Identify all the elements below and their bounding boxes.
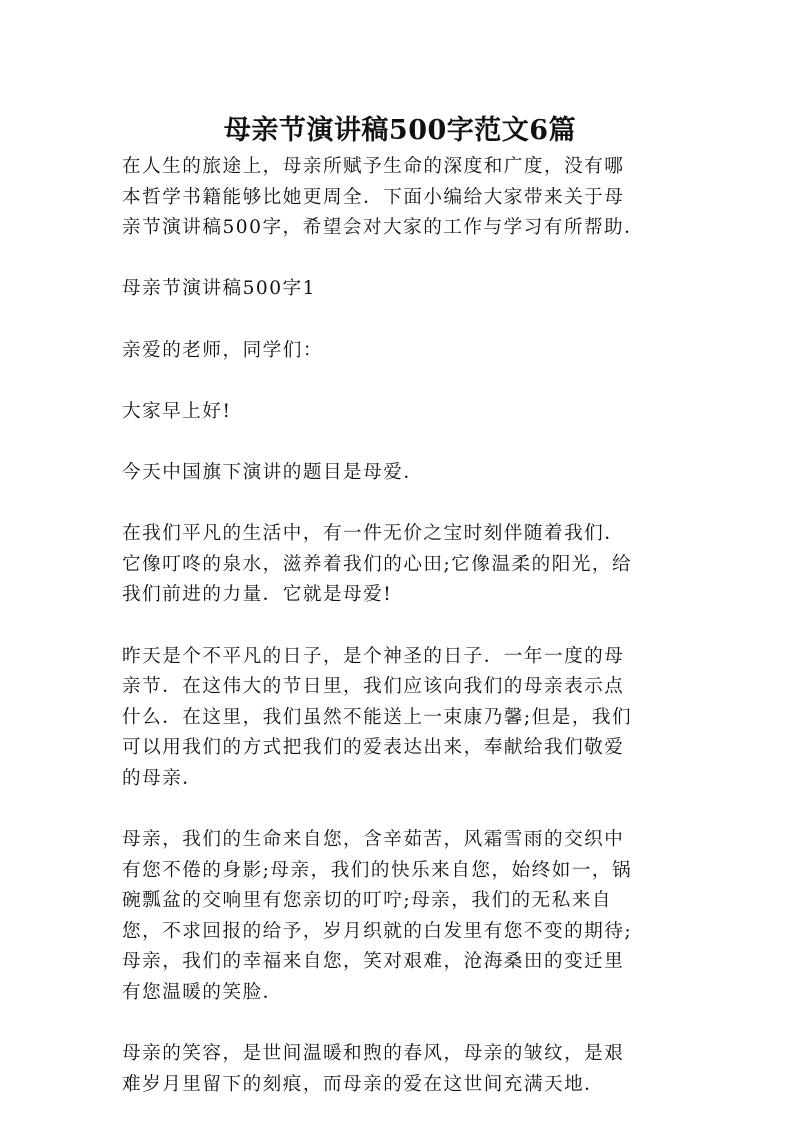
section-heading: 母亲节演讲稿500字1 (122, 278, 316, 300)
document-body (122, 152, 682, 1131)
paragraph-greeting: 大家早上好! (122, 400, 232, 422)
paragraph-body-1: 在我们平凡的生活中，有一件无价之宝时刻伴随着我们． 它像叮咚的泉水，滋养着我们的心田;它像温柔的阳光，给 我们前进的力量．它就是母爱! (122, 523, 633, 606)
paragraph-salutation: 亲爱的老师，同学们： (122, 339, 323, 361)
paragraph-topic: 今天中国旗下演讲的题目是母爱． (122, 461, 424, 483)
document-title: 母亲节演讲稿500字范文6篇 (223, 115, 577, 146)
paragraph-body-3: 母亲，我们的生命来自您，含辛茹苦，风霜雪雨的交织中 有您不倦的身影;母亲，我们的快乐来自您，始终如一，锅 碗瓢盆的交响里有您亲切的叮咛;母亲，我们的无私来自 您，不求回报的给予，岁月织就的白发里有您不变的期待; 母亲，我们的幸福来自您，笑对艰难，沧海桑田的变迁里 有您温暖的笑脸． (122, 829, 633, 1004)
paragraph-body-4: 母亲的笑容，是世间温暖和煦的春风，母亲的皱纹，是艰 难岁月里留下的刻痕，而母亲的爱在这世间充满天地． (122, 1043, 625, 1095)
paragraph-body-2: 昨天是个不平凡的日子，是个神圣的日子．一年一度的母 亲节．在这伟大的节日里，我们应该向我们的母亲表示点 什么．在这里，我们虽然不能送上一束康乃馨;但是，我们 可以用我们的方式把我们的爱表达出来，奉献给我们敬爱 的母亲． (122, 645, 633, 789)
paragraph-intro: 在人生的旅途上，母亲所赋予生命的深度和广度，没有哪 本哲学书籍能够比她更周全．下面小编给大家带来关于母 亲节演讲稿500字，希望会对大家的工作与学习有所帮助． (122, 156, 645, 239)
